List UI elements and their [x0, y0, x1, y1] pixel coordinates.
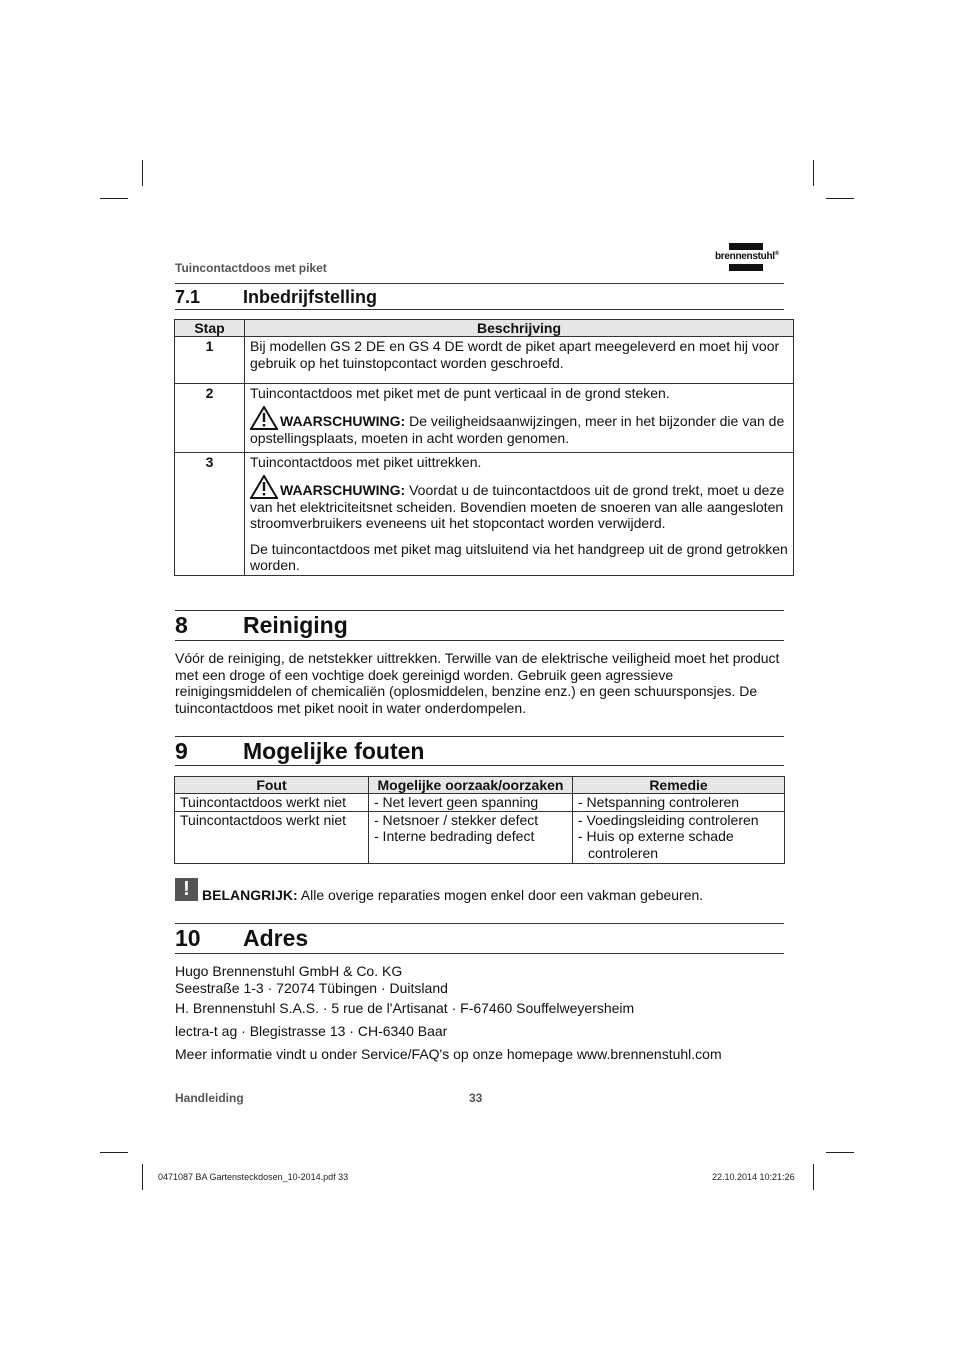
- section-divider: [175, 736, 784, 737]
- step-description: [245, 384, 794, 453]
- column-header-cause: Mogelijke oorzaak/oorzaken: [369, 777, 573, 794]
- important-text: [202, 887, 703, 903]
- section-8-title: Reiniging: [243, 612, 348, 638]
- warning-text: De veiligheidsaanwijzingen, meer in het bijzonder die van de opstellingsplaats, moeten in acht worden genomen.: [250, 412, 785, 446]
- logo-bar-bottom: [729, 264, 763, 271]
- cause-line: - Netsnoer / stekker defect: [374, 811, 539, 828]
- remedy-cell: [573, 811, 785, 863]
- warning-label: WAARSCHUWING:: [280, 412, 406, 429]
- section-divider: [175, 309, 784, 310]
- table-row: [175, 384, 794, 453]
- step-description: [245, 453, 794, 576]
- column-header-step: Stap: [175, 320, 245, 337]
- section-divider: [175, 923, 784, 924]
- commissioning-table: [174, 319, 794, 576]
- section-divider: [175, 953, 784, 954]
- remedy-line: - Voedingsleiding controleren: [578, 811, 759, 828]
- step-number: 1: [175, 337, 245, 384]
- warning-triangle-icon: [250, 406, 278, 430]
- step-description: [245, 337, 794, 384]
- step-text: Tuincontactdoos met piket uittrekken.: [250, 454, 482, 470]
- table-row: [175, 453, 794, 576]
- print-file-info: 0471087 BA Gartensteckdosen_10-2014.pdf 33: [158, 1172, 349, 1182]
- important-body: Alle overige reparaties mogen enkel door een vakman gebeuren.: [297, 887, 704, 903]
- section-divider: [175, 610, 784, 611]
- page-number: 33: [469, 1091, 483, 1105]
- cause-cell: - Net levert geen spanning: [369, 794, 573, 812]
- section-divider: [175, 765, 784, 766]
- print-datetime: 22.10.2014 10:21:26: [712, 1172, 795, 1182]
- footer-label: Handleiding: [175, 1091, 244, 1105]
- address-line: lectra-t ag · Blegistrasse 13 · CH-6340 Baar: [175, 1023, 448, 1039]
- crop-mark: [826, 1152, 854, 1153]
- fault-cell: Tuincontactdoos werkt niet: [175, 794, 369, 812]
- warning-note: [250, 406, 788, 447]
- section-9-number: 9: [175, 738, 188, 764]
- section-divider: [175, 640, 784, 641]
- crop-mark: [142, 1164, 143, 1190]
- section-7-1-number: 7.1: [175, 287, 201, 307]
- cleaning-paragraph: Vóór de reiniging, de netstekker uittrekken. Terwille van de elektrische veiligheid moet het product met een droge of een vochtige doek gereinigd worden. Gebruik geen agressieve reinigingsmiddelen of chemicaliën (oplosmiddelen, benzine enz.) en geen schuursponsjes. De tuincontactdoos met piket nooit in water onderdompelen.: [175, 650, 780, 716]
- step-number: 3: [175, 453, 245, 576]
- cause-cell: [369, 811, 573, 863]
- logo-text: brennenstuhl®: [715, 251, 779, 262]
- address-line: H. Brennenstuhl S.A.S. · 5 rue de l'Artisanat · F-67460 Souffelweyersheim: [175, 1000, 635, 1016]
- column-header-remedy: Remedie: [573, 777, 785, 794]
- crop-mark: [813, 160, 814, 186]
- table-row: [175, 337, 794, 384]
- crop-mark: [100, 198, 128, 199]
- remedy-line: - Huis op externe schade controleren: [578, 828, 734, 861]
- section-7-1-title: Inbedrijfstelling: [243, 287, 378, 307]
- warning-triangle-icon: [250, 475, 278, 499]
- warning-text: Voordat u de tuincontactdoos uit de grond trekt, moet u deze van het elektriciteitsnet scheiden. Bovendien moeten de snoeren van alle aangesloten stroomverbruikers eveneens uit het stopcontact worden verwijderd.: [250, 481, 785, 531]
- important-label: BELANGRIJK:: [202, 887, 298, 903]
- crop-mark: [826, 198, 854, 199]
- table-row: [175, 794, 785, 812]
- column-header-description: Beschrijving: [245, 320, 794, 337]
- section-9-title: Mogelijke fouten: [243, 738, 425, 764]
- remedy-cell: - Netspanning controleren: [573, 794, 785, 812]
- exclamation-box-icon: !: [175, 878, 198, 901]
- troubleshooting-table: [174, 776, 785, 864]
- warning-label: WAARSCHUWING:: [280, 481, 406, 498]
- warning-note: [250, 475, 788, 532]
- cause-line: - Interne bedrading defect: [374, 828, 535, 844]
- section-10-title: Adres: [243, 925, 309, 951]
- address-line: Hugo Brennenstuhl GmbH & Co. KG: [175, 963, 403, 979]
- column-header-fault: Fout: [175, 777, 369, 794]
- step-text: Tuincontactdoos met piket met de punt verticaal in de grond steken.: [250, 385, 670, 401]
- section-10-number: 10: [175, 925, 201, 951]
- table-header-row: [175, 777, 785, 794]
- header-subtitle: Tuincontactdoos met piket: [175, 261, 327, 275]
- fault-cell: Tuincontactdoos werkt niet: [175, 811, 369, 863]
- step-note: De tuincontactdoos met piket mag uitsluitend via het handgreep uit de grond getrokken worden.: [250, 540, 788, 573]
- section-8-number: 8: [175, 612, 188, 638]
- step-text: Bij modellen GS 2 DE en GS 4 DE wordt de piket apart meegeleverd en moet hij voor gebruik op het tuinstopcontact worden geschroefd.: [250, 338, 780, 371]
- table-row: [175, 811, 785, 863]
- step-number: 2: [175, 384, 245, 453]
- crop-mark: [813, 1164, 814, 1190]
- crop-mark: [100, 1152, 128, 1153]
- header-divider: [175, 283, 784, 284]
- address-line: Seestraße 1-3 · 72074 Tübingen · Duitsland: [175, 980, 448, 996]
- more-info-line: Meer informatie vindt u onder Service/FAQ's op onze homepage www.brennenstuhl.com: [175, 1046, 722, 1062]
- table-header-row: [175, 320, 794, 337]
- crop-mark: [142, 160, 143, 186]
- logo-bar-top: [729, 243, 763, 250]
